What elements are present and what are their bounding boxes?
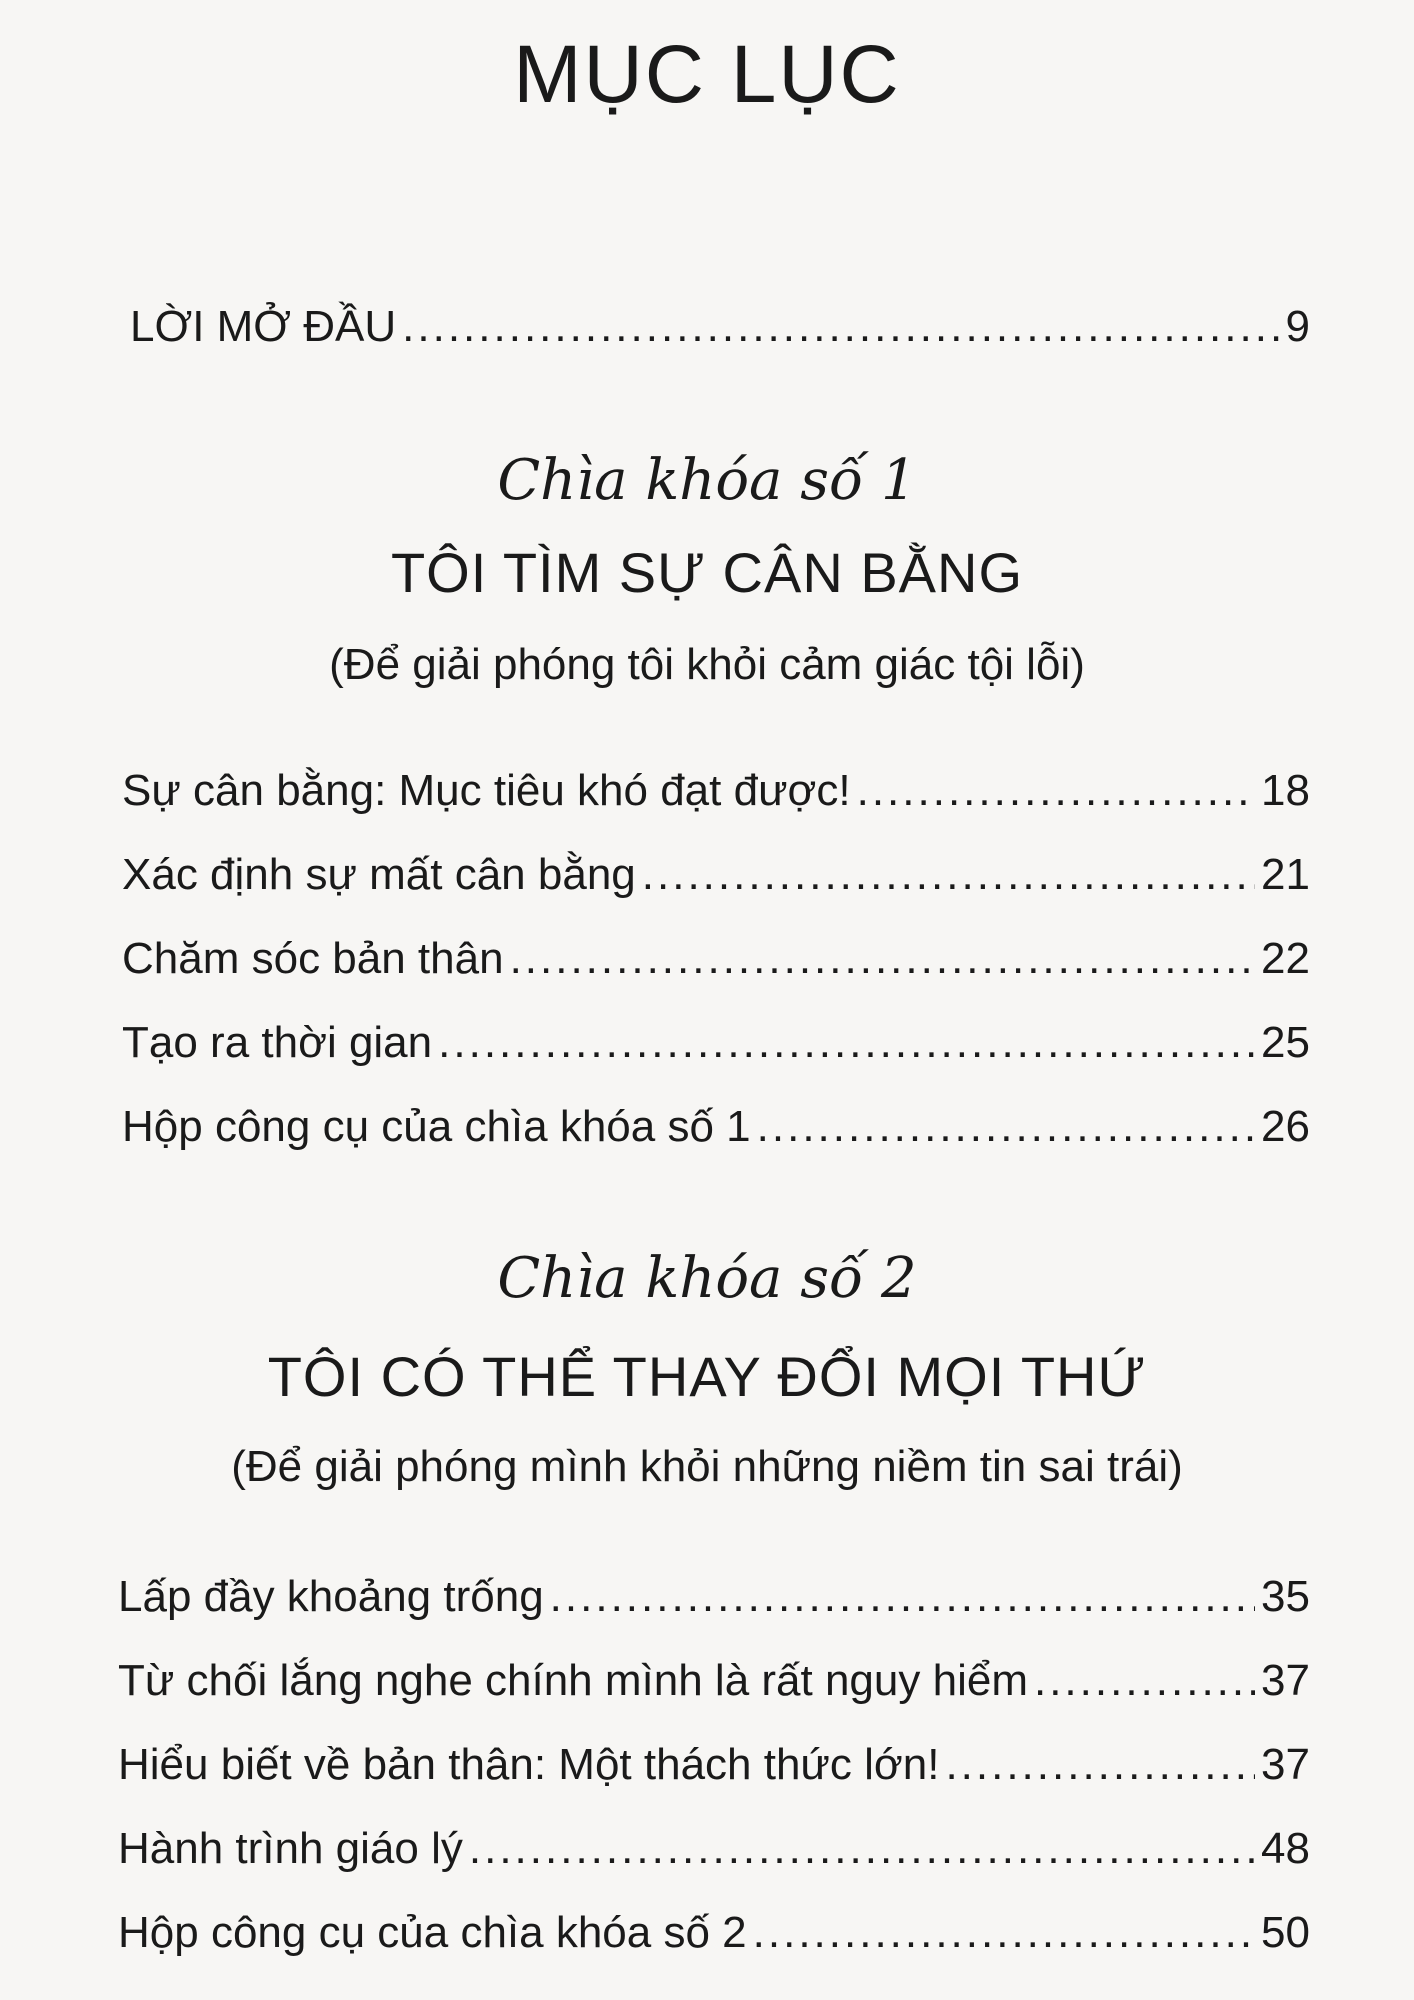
toc-entry-intro xyxy=(130,302,1310,352)
toc-entry xyxy=(118,1824,1310,1874)
toc-entry-page: 37 xyxy=(1261,1656,1310,1705)
toc-entry-page: 18 xyxy=(1261,766,1310,815)
toc-entry xyxy=(122,1018,1310,1068)
toc-entry xyxy=(122,766,1310,816)
toc-entry-label: Từ chối lắng nghe chính mình là rất nguy hiểm xyxy=(118,1656,1028,1705)
toc-entry-label: Xác định sự mất cân bằng xyxy=(122,850,636,899)
toc-entry-label: Hành trình giáo lý xyxy=(118,1824,463,1873)
toc-entry-label: Tạo ra thời gian xyxy=(122,1018,433,1067)
toc-entry-page: 21 xyxy=(1261,850,1310,899)
toc-entry-page: 9 xyxy=(1285,302,1310,351)
dot-leader xyxy=(857,766,1255,816)
toc-entry xyxy=(118,1572,1310,1622)
toc-entry-page: 50 xyxy=(1261,1908,1310,1957)
section-1-subtitle: (Để giải phóng tôi khỏi cảm giác tội lỗi) xyxy=(329,640,1085,689)
toc-entry xyxy=(122,934,1310,984)
toc-entry-page: 35 xyxy=(1261,1572,1310,1621)
toc-entry xyxy=(118,1656,1310,1706)
section-2-title: TÔI CÓ THỂ THAY ĐỔI MỌI THỨ xyxy=(267,1345,1147,1408)
dot-leader xyxy=(402,302,1279,352)
toc-entry-label: Lấp đầy khoảng trống xyxy=(118,1572,544,1621)
toc-entry-label: Chăm sóc bản thân xyxy=(122,934,504,983)
dot-leader xyxy=(510,934,1255,984)
dot-leader xyxy=(550,1572,1255,1622)
toc-entry-label: Sự cân bằng: Mục tiêu khó đạt được! xyxy=(122,766,851,815)
dot-leader xyxy=(757,1102,1255,1152)
toc-entry-label: Hộp công cụ của chìa khóa số 1 xyxy=(122,1102,751,1151)
toc-entry-label: Hộp công cụ của chìa khóa số 2 xyxy=(118,1908,747,1957)
toc-entry xyxy=(118,1908,1310,1958)
section-1-title: TÔI TÌM SỰ CÂN BẰNG xyxy=(390,541,1024,604)
dot-leader xyxy=(945,1740,1255,1790)
toc-entry-page: 37 xyxy=(1261,1740,1310,1789)
dot-leader xyxy=(642,850,1255,900)
section-2-key-label: Chìa khóa số 2 xyxy=(497,1246,917,1311)
dot-leader xyxy=(1034,1656,1255,1706)
toc-entry-label: LỜI MỞ ĐẦU xyxy=(130,302,397,351)
toc-entry-page: 48 xyxy=(1261,1824,1310,1873)
toc-entry xyxy=(118,1740,1310,1790)
page-title: MỤC LỤC xyxy=(513,29,901,120)
toc-entry-page: 26 xyxy=(1261,1102,1310,1151)
toc-entry-page: 25 xyxy=(1261,1018,1310,1067)
toc-entry-label: Hiểu biết về bản thân: Một thách thức lớn! xyxy=(118,1740,940,1789)
toc-entry xyxy=(122,850,1310,900)
toc-entry-page: 22 xyxy=(1261,934,1310,983)
dot-leader xyxy=(438,1018,1255,1068)
dot-leader xyxy=(753,1908,1255,1958)
section-2-subtitle: (Để giải phóng mình khỏi những niềm tin sai trái) xyxy=(231,1442,1183,1491)
dot-leader xyxy=(469,1824,1255,1874)
toc-entry xyxy=(122,1102,1310,1152)
section-1-key-label: Chìa khóa số 1 xyxy=(497,448,917,513)
